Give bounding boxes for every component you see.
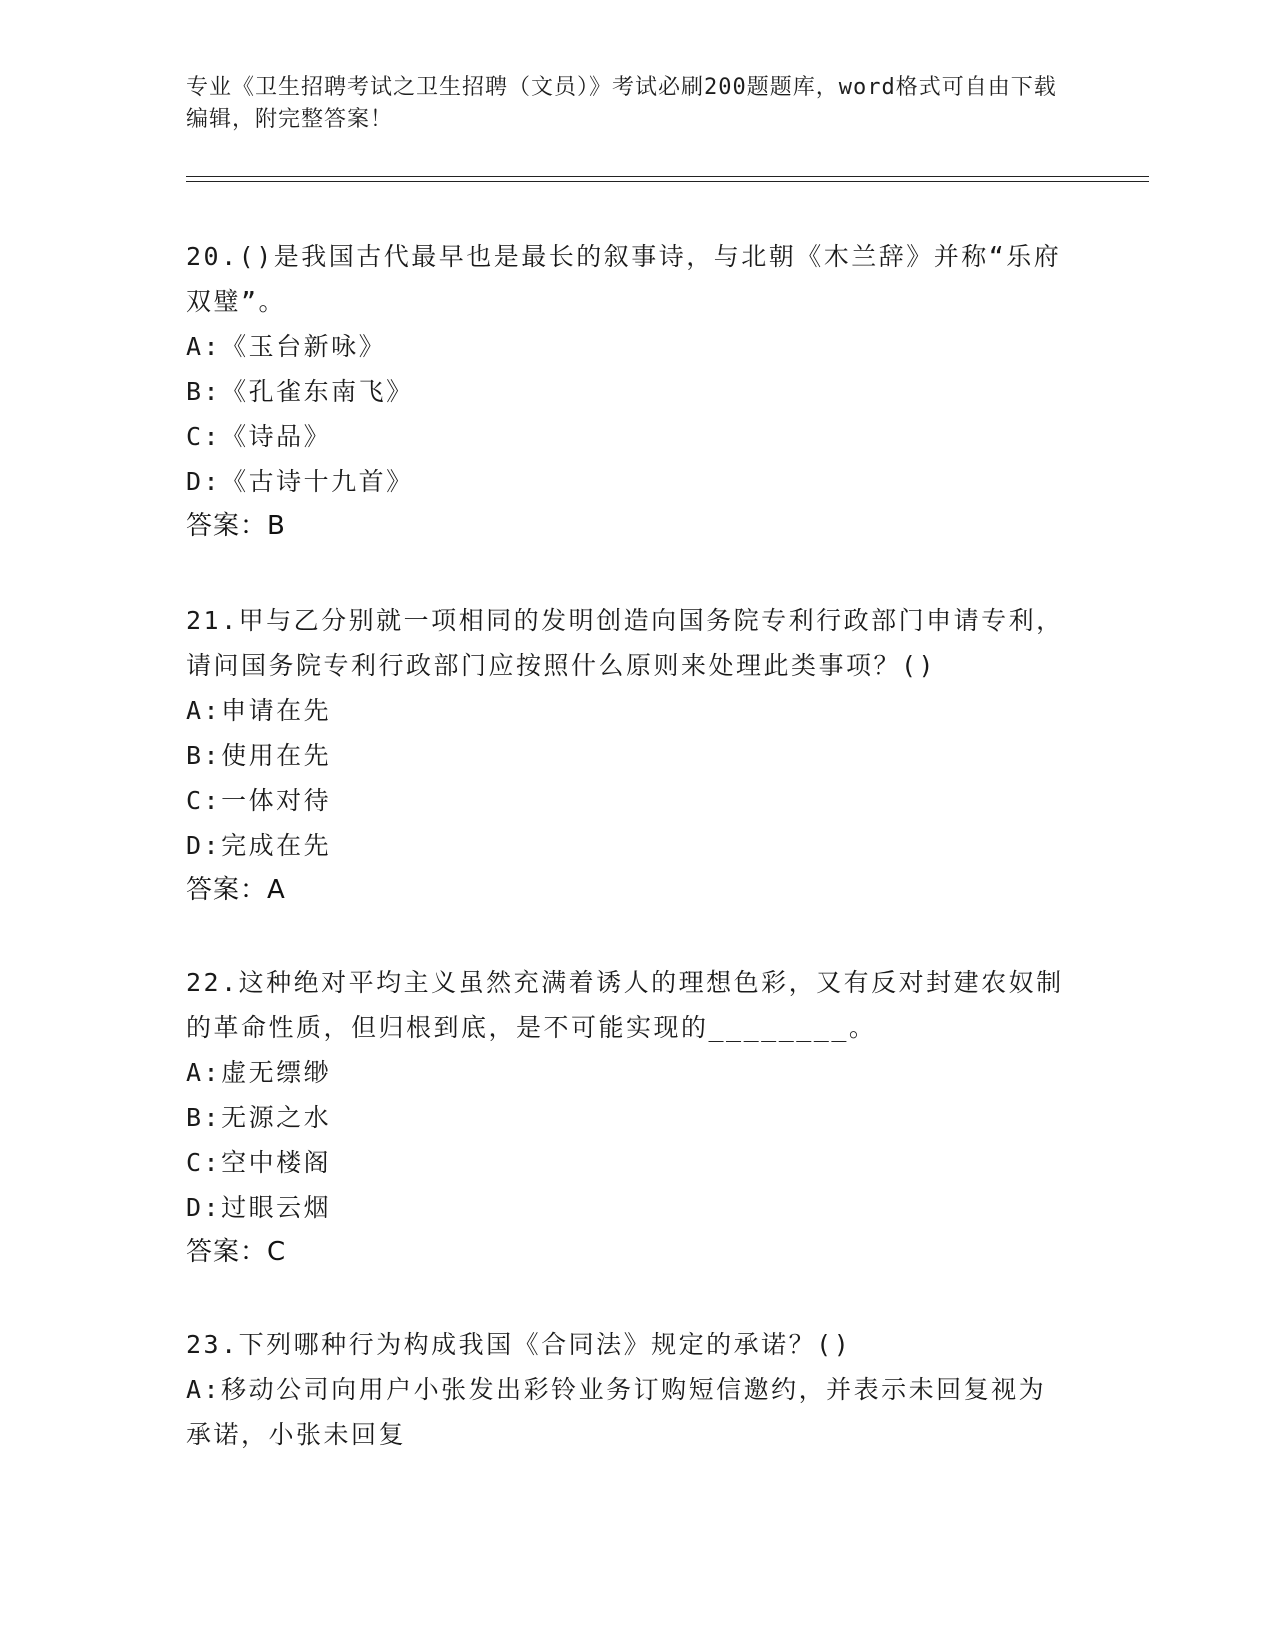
header-divider-top bbox=[186, 176, 1149, 177]
header-divider-bottom bbox=[186, 181, 1149, 182]
question-23 bbox=[186, 1322, 1066, 1457]
question-22 bbox=[186, 960, 1066, 1275]
question-21 bbox=[186, 598, 1066, 913]
question-20 bbox=[186, 234, 1066, 549]
option-c: C:《诗品》 bbox=[186, 422, 332, 451]
question-stem: 22.这种绝对平均主义虽然充满着诱人的理想色彩，又有反对封建农奴制的革命性质，但归根到底，是不可能实现的________。 bbox=[186, 968, 1064, 1042]
question-stem: 23.下列哪种行为构成我国《合同法》规定的承诺？() bbox=[186, 1330, 852, 1359]
option-b: B:《孔雀东南飞》 bbox=[186, 377, 414, 406]
answer-label: 答案：C bbox=[186, 1237, 287, 1267]
option-a: A:虚无缥缈 bbox=[186, 1058, 332, 1087]
option-a: A:《玉台新咏》 bbox=[186, 332, 387, 361]
answer-label: 答案：B bbox=[186, 511, 286, 541]
option-c: C:空中楼阁 bbox=[186, 1148, 332, 1177]
option-d: D:过眼云烟 bbox=[186, 1193, 332, 1222]
question-stem: 21.甲与乙分别就一项相同的发明创造向国务院专利行政部门申请专利，请问国务院专利行政部门应按照什么原则来处理此类事项？() bbox=[186, 606, 1064, 680]
option-b: B:使用在先 bbox=[186, 741, 332, 770]
option-a: A:移动公司向用户小张发出彩铃业务订购短信邀约，并表示未回复视为承诺，小张未回复 bbox=[186, 1375, 1047, 1449]
option-c: C:一体对待 bbox=[186, 786, 332, 815]
answer-label: 答案：A bbox=[186, 875, 286, 905]
option-d: D:完成在先 bbox=[186, 831, 332, 860]
option-b: B:无源之水 bbox=[186, 1103, 332, 1132]
option-d: D:《古诗十九首》 bbox=[186, 467, 414, 496]
document-header: 专业《卫生招聘考试之卫生招聘（文员）》考试必刷200题题库，word格式可自由下载编辑，附完整答案！ bbox=[186, 75, 1057, 132]
question-stem: 20.()是我国古代最早也是最长的叙事诗，与北朝《木兰辞》并称“乐府双璧”。 bbox=[186, 242, 1062, 316]
option-a: A:申请在先 bbox=[186, 696, 332, 725]
